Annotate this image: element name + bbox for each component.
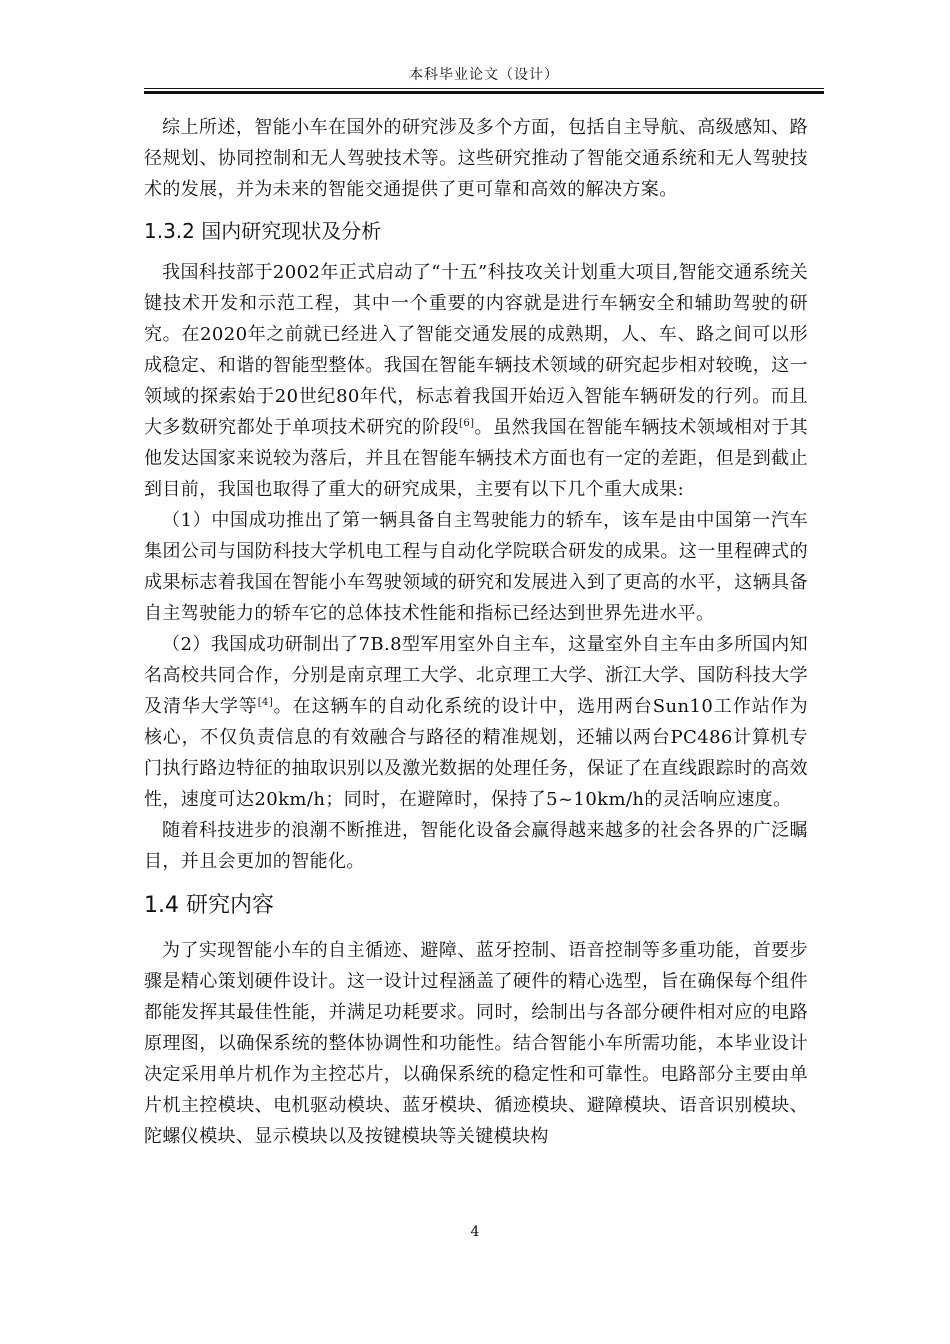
paragraph-text: 我国科技部于2002年正式启动了“十五”科技攻关计划重大项目,智能交通系统关键技术开发和示范工程，其中一个重要的内容就是进行车辆安全和辅助驾驶的研究。在2020年之前就已经进入了智能交通发展的成熟期，人、车、路之间可以形成稳定、和谐的智能型整体。我国在智能车辆技术领域的研究起步相对较晚，这一领域的探索始于20世纪80年代，标志着我国开始迈入智能车辆研发的行列。而且大多数研究都处于单项技术研究的阶段: [144, 262, 808, 438]
paragraph-outlook: 随着科技进步的浪潮不断推进，智能化设备会赢得越来越多的社会各界的广泛瞩目，并且会更加的智能化。: [144, 820, 808, 872]
header-rule-thick: [144, 91, 824, 94]
page-number: 4: [470, 1224, 480, 1240]
citation-ref: [4]: [257, 697, 274, 708]
section-heading-1-3-2: 1.3.2 国内研究现状及分析: [144, 219, 382, 243]
paragraph-text: 。在这辆车的自动化系统的设计中，选用两台Sun10工作站作为核心，不仅负责信息的有效融合与路径的精准规划，还辅以两台PC486计算机专门执行路边特征的抽取识别以及激光数据的处理任务，保证了在直线跟踪时的高效性，速度可达20km/h；同时，在避障时，保持了5~10km/h的灵活响应速度。: [144, 696, 809, 810]
paragraph-achievement-2: [144, 629, 808, 815]
citation-ref: [6]: [459, 418, 475, 429]
paragraph-text: 。虽然我国在智能车辆技术领域相对于其他发达国家来说较为落后，并且在智能车辆技术方面也有一定的差距，但是到截止到目前，我国也取得了重大的研究成果，主要有以下几个重大成果:: [144, 417, 808, 500]
paragraph-achievement-1: （1）中国成功推出了第一辆具备自主驾驶能力的轿车，该车是由中国第一汽车集团公司与国防科技大学机电工程与自动化学院联合研发的成果。这一里程碑式的成果标志着我国在智能小车驾驶领域的研究和发展进入到了更高的水平，这辆具备自主驾驶能力的轿车它的总体技术性能和指标已经达到世界先进水平。: [144, 510, 808, 624]
paragraph-research-content: 为了实现智能小车的自主循迹、避障、蓝牙控制、语音控制等多重功能，首要步骤是精心策划硬件设计。这一设计过程涵盖了硬件的精心选型，旨在确保每个组件都能发挥其最佳性能，并满足功耗要求。同时，绘制出与各部分硬件相对应的电路原理图，以确保系统的整体协调性和功能性。结合智能小车所需功能，本毕业设计决定采用单片机作为主控芯片，以确保系统的稳定性和可靠性。电路部分主要由单片机主控模块、电机驱动模块、蓝牙模块、循迹模块、避障模块、语音识别模块、陀螺仪模块、显示模块以及按键模块等关键模块构: [144, 940, 808, 1147]
header-rule-thin: [144, 88, 824, 89]
paragraph-domestic-research: [144, 257, 808, 505]
paragraph-summary: 综上所述，智能小车在国外的研究涉及多个方面，包括自主导航、高级感知、路径规划、协同控制和无人驾驶技术等。这些研究推动了智能交通系统和无人驾驶技术的发展，并为未来的智能交通提供了更可靠和高效的解决方案。: [144, 117, 808, 200]
document-body: [144, 112, 808, 1152]
page-header: 本科毕业论文（设计）: [409, 67, 559, 83]
section-heading-1-4: 1.4 研究内容: [144, 893, 274, 918]
paragraph-text: （2）我国成功研制出了7B.8型军用室外自主车，这量室外自主车由多所国内知名高校共同合作，分别是南京理工大学、北京理工大学、浙江大学、国防科技大学及清华大学等: [144, 634, 808, 717]
